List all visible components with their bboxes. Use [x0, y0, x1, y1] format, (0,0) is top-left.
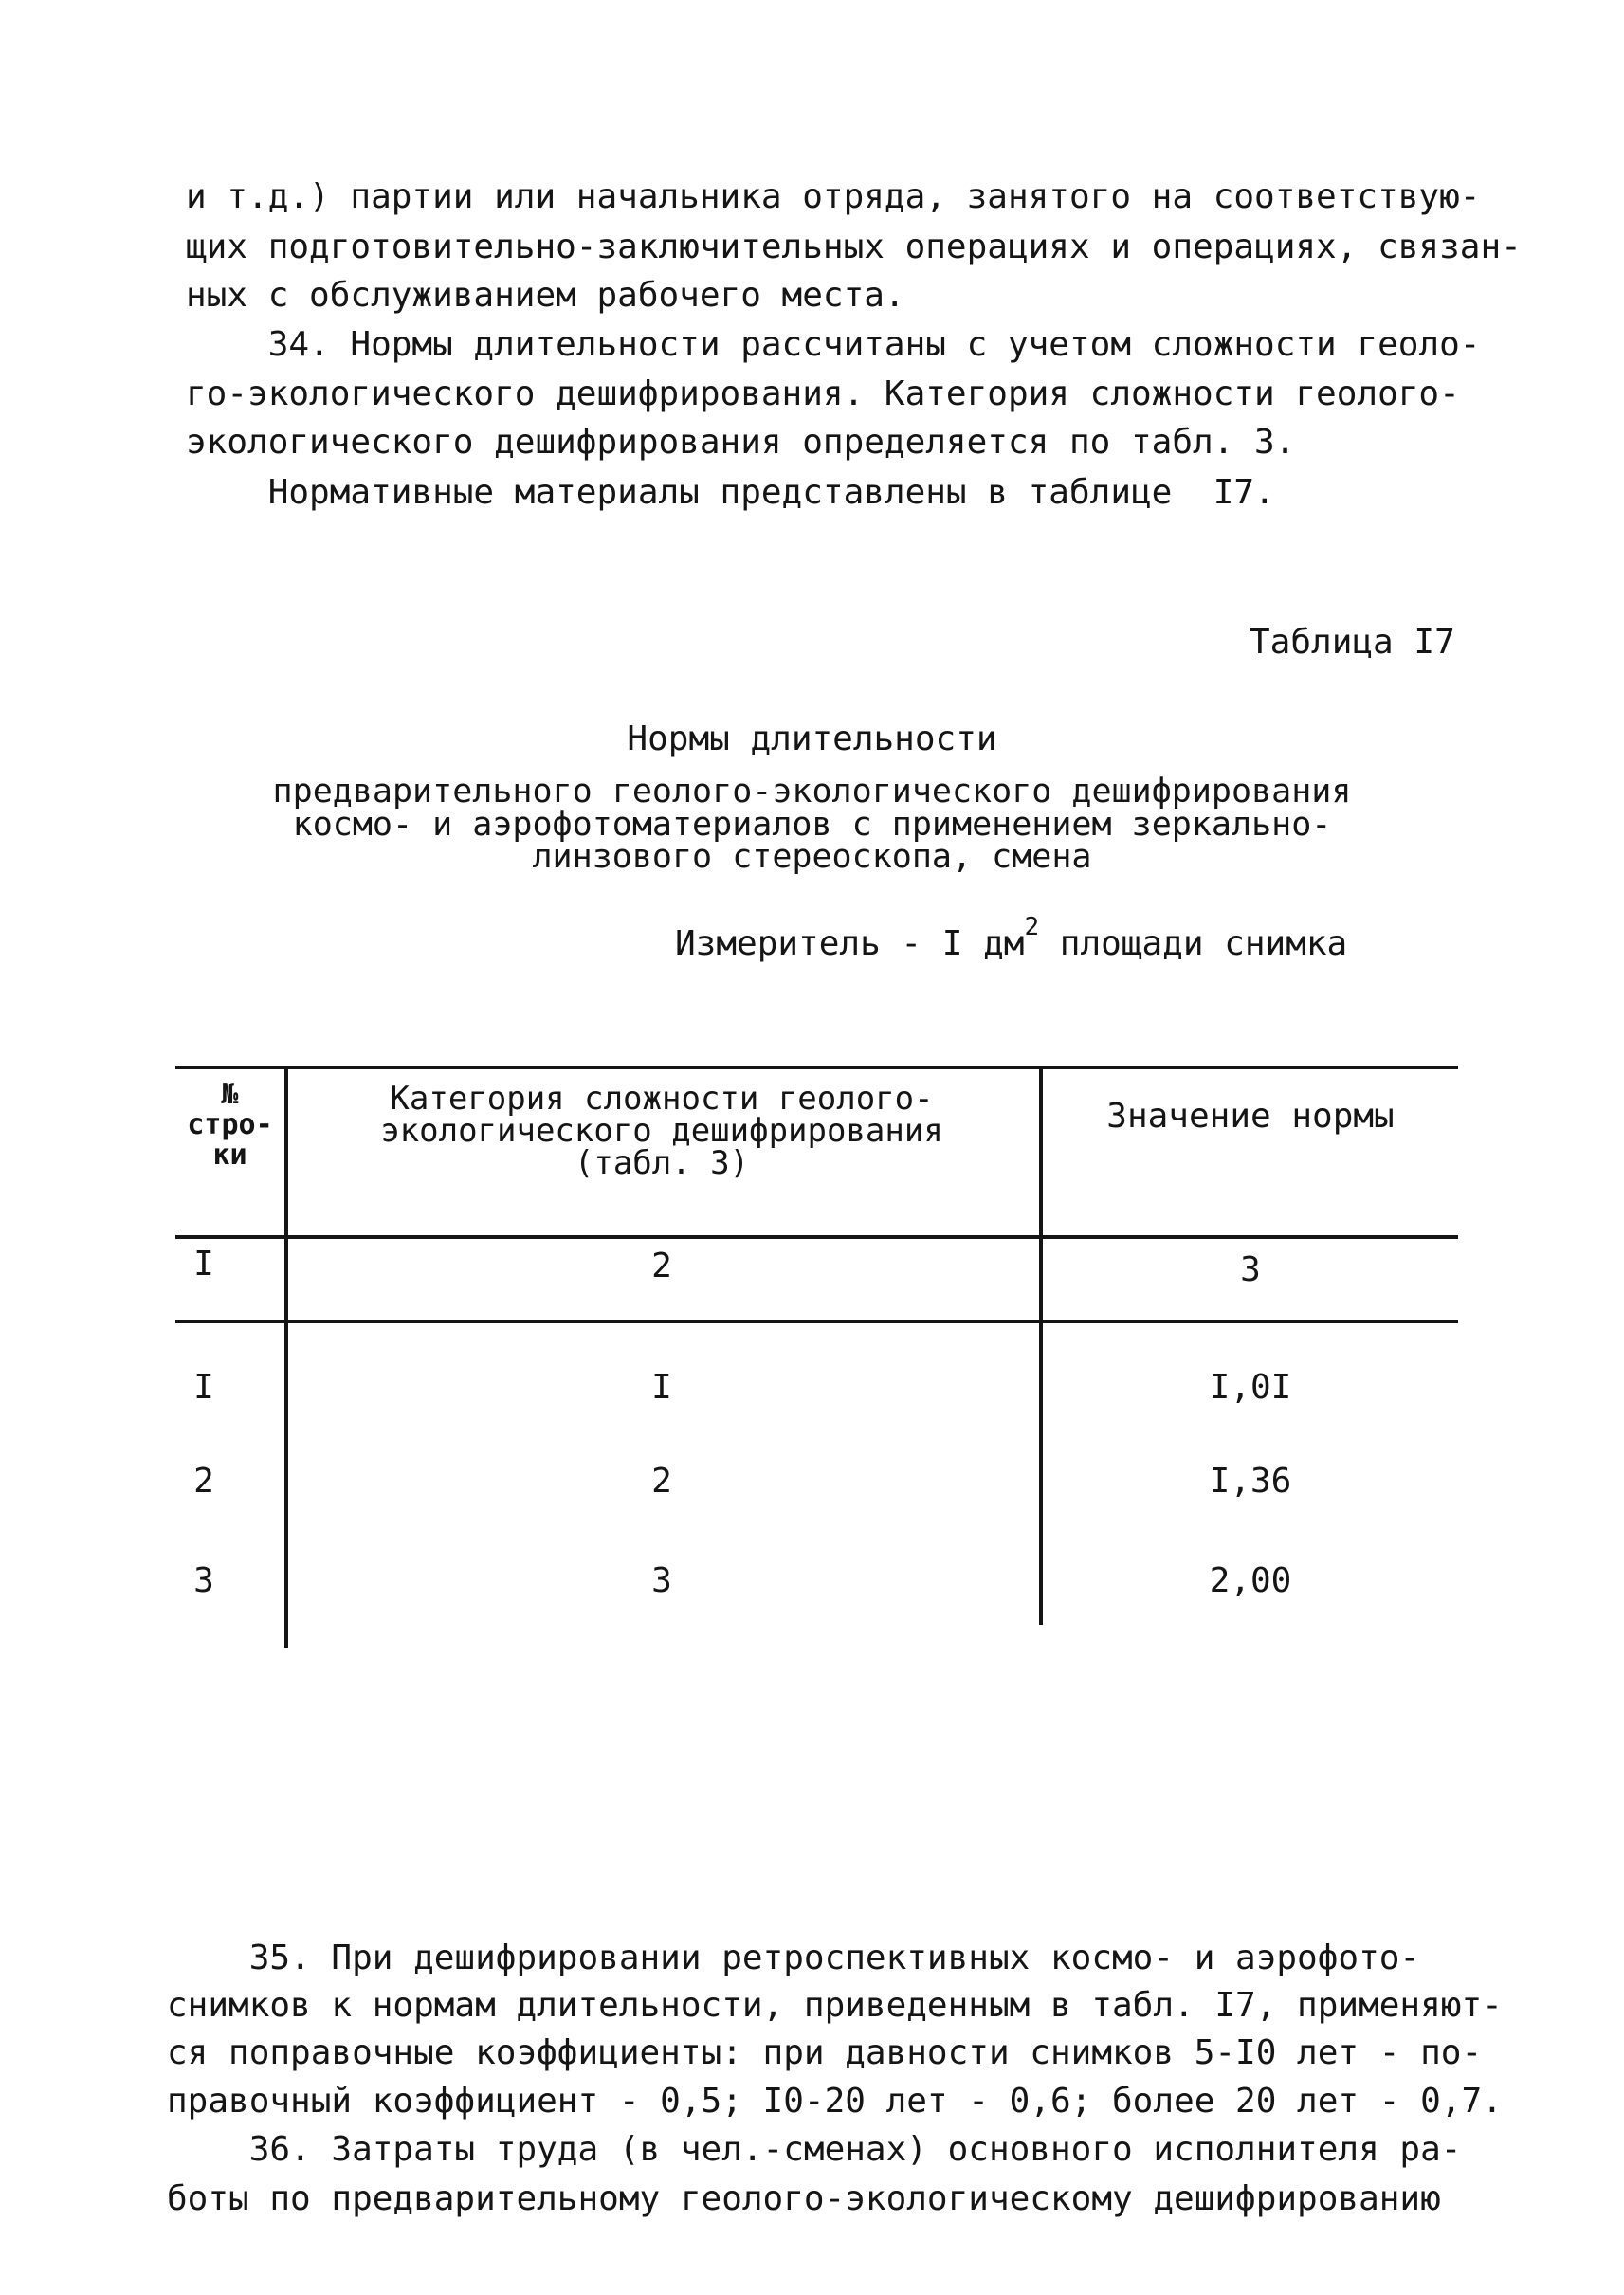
row-category: I — [651, 1368, 672, 1407]
text-line: 35. При дешифрировании ретроспективных космо- и аэрофото- — [167, 1939, 1421, 1977]
text-line: 34. Нормы длительности рассчитаны с учетом сложности геоло- — [186, 325, 1481, 364]
header-row-number: № — [221, 1078, 239, 1111]
row-category: 2 — [651, 1462, 672, 1501]
header-row-number: ки — [212, 1138, 247, 1172]
header-category: (табл. 3) — [574, 1144, 750, 1182]
header-norm-value: Значение нормы — [1106, 1097, 1395, 1136]
measure-prefix: Измеритель - I дм — [675, 924, 1025, 963]
text-line: 36. Затраты труда (в чел.-сменах) основного исполнителя ра- — [167, 2130, 1462, 2169]
text-line: го-экологического дешифрирования. Категория сложности геолого- — [186, 374, 1460, 413]
row-number: 3 — [193, 1561, 214, 1600]
row-number: 2 — [193, 1462, 214, 1501]
table-subtitle-line: линзового стереоскопа, смена — [532, 838, 1092, 876]
row-norm-value: I,0I — [1209, 1368, 1292, 1407]
text-line: Нормативные материалы представлены в таблице I7. — [186, 473, 1275, 512]
row-norm-value: 2,00 — [1209, 1561, 1292, 1600]
header-row-number: стро- — [187, 1108, 273, 1141]
table-subtitle-line: предварительного геолого-экологического дешифрирования — [272, 773, 1352, 811]
table-title: Нормы длительности — [627, 719, 997, 758]
table-rule-numbers — [175, 1320, 1458, 1323]
text-line: экологического дешифрирования определяется по табл. 3. — [186, 423, 1296, 462]
measure-suffix: площади снимка — [1039, 924, 1348, 963]
table-divider-2 — [1039, 1067, 1043, 1625]
table-rule-top — [175, 1066, 1458, 1069]
header-category: экологического дешифрирования — [380, 1112, 943, 1150]
row-norm-value: I,36 — [1209, 1462, 1292, 1501]
text-line: ных с обслуживанием рабочего места. — [186, 276, 905, 315]
text-line: снимков к нормам длительности, приведенным в табл. I7, применяют- — [167, 1986, 1503, 2025]
row-number: I — [193, 1368, 214, 1407]
column-number: I — [193, 1245, 214, 1284]
column-number: 3 — [1240, 1250, 1261, 1289]
measure-unit — [675, 913, 1348, 963]
text-line: и т.д.) партии или начальника отряда, занятого на соответствую- — [186, 177, 1481, 216]
table-rule-header — [175, 1235, 1458, 1239]
text-line: правочный коэффициент - 0,5; I0-20 лет - 0,6; более 20 лет - 0,7. — [167, 2082, 1503, 2121]
row-category: 3 — [651, 1561, 672, 1600]
text-line: боты по предварительному геолого-экологическому дешифрированию — [167, 2179, 1441, 2218]
table-subtitle-line: космо- и аэрофотоматериалов с применением зеркально- — [292, 806, 1332, 844]
column-number: 2 — [651, 1247, 672, 1285]
table-number: Таблица I7 — [1250, 623, 1455, 662]
measure-superscript: 2 — [1024, 913, 1040, 941]
header-category: Категория сложности геолого- — [390, 1080, 934, 1118]
text-line: ся поправочные коэффициенты: при давности снимков 5-I0 лет - по- — [167, 2033, 1483, 2072]
text-line: щих подготовительно-заключительных операциях и операциях, связан- — [186, 228, 1522, 266]
